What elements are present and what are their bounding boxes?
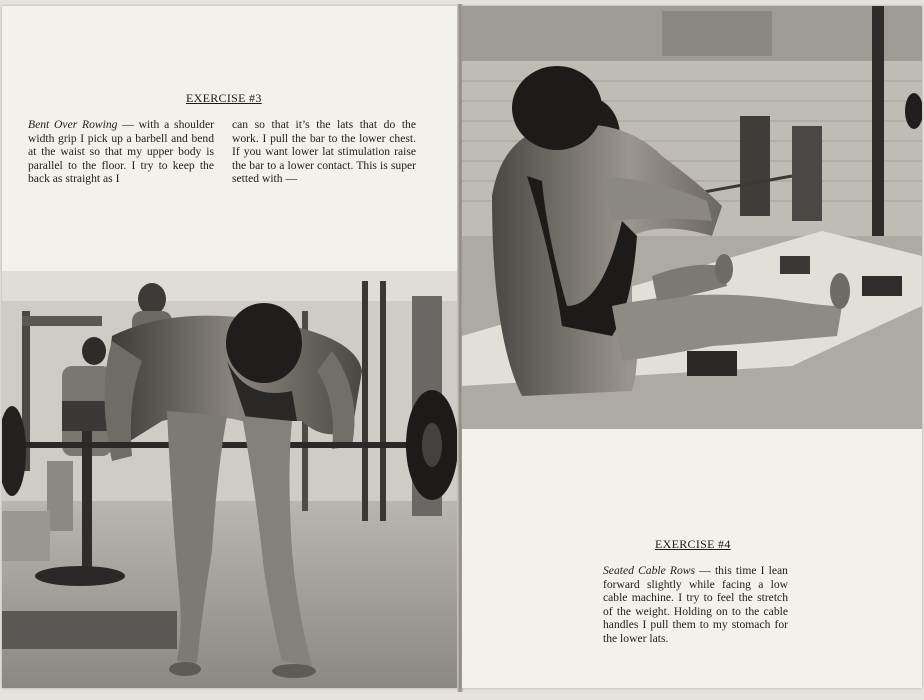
exercise-3-description-part-1: — with a shoulder width grip I pick up a barbell and bend at the waist so that my upper body is parallel to the floor. I try to keep the back as straight as I — [28, 118, 214, 186]
seated-cable-rows-photo — [462, 6, 922, 429]
bent-over-rowing-photo — [2, 271, 458, 688]
right-page — [462, 6, 922, 688]
exercise-4-text — [603, 564, 788, 646]
exercise-3-name: Bent Over Rowing — [28, 118, 118, 131]
exercise-3-text-column-2: can so that it’s the lats that do the work. I pull the bar to the lower chest. If you want lower lat stimulation raise the bar to a lower contact. This is super setted with — — [232, 118, 416, 186]
exercise-3-text-column-1 — [28, 118, 214, 186]
exercise-3-heading: EXERCISE #3 — [186, 91, 262, 105]
exercise-4-name: Seated Cable Rows — [603, 564, 696, 577]
left-page — [2, 6, 458, 688]
exercise-4-description: — this time I lean forward slightly while facing a low cable machine. I try to feel the stretch of the weight. Holding on to the cable handles I pull them to my stomach for the lower lats. — [603, 564, 788, 645]
exercise-4-heading: EXERCISE #4 — [655, 537, 731, 551]
